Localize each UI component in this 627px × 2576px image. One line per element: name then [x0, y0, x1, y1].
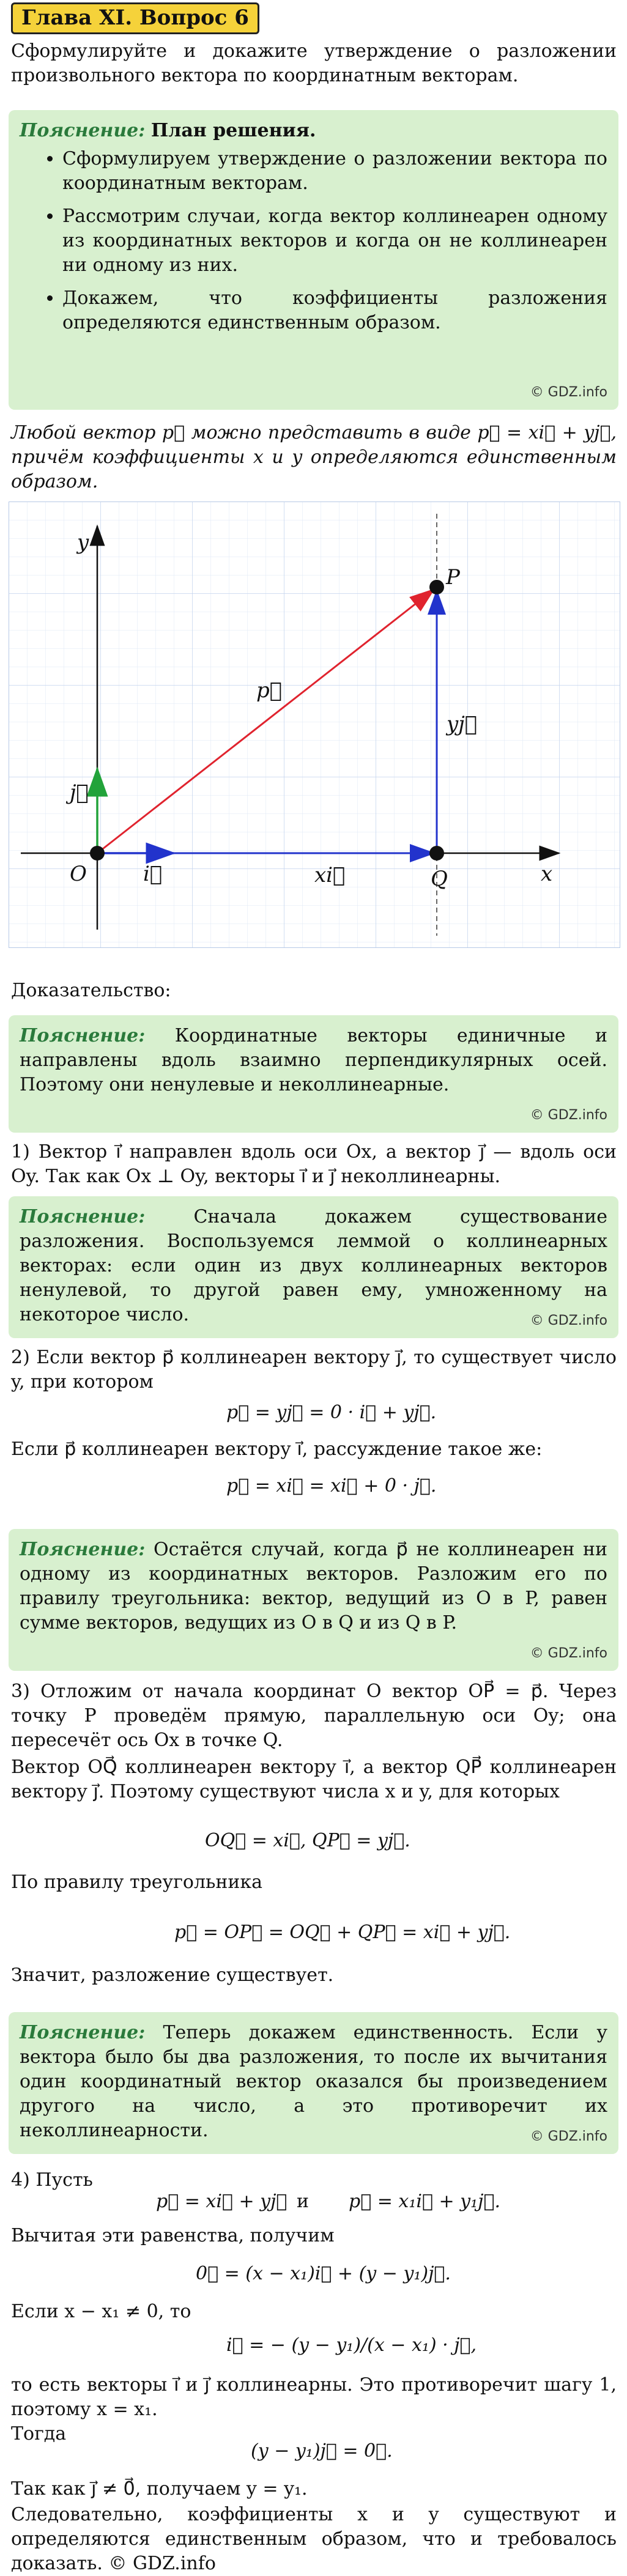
list-item: • Сформулируем утверждение о разложении вектора по координатным векторам. [62, 147, 607, 196]
label-vector-j: j⃗ [70, 780, 89, 805]
copyright: © GDZ.info [530, 385, 607, 400]
box-label: Пояснение: [20, 1206, 146, 1227]
list-item: • Докажем, что коэффициенты разложения определяются единственным образом. [62, 286, 607, 335]
formula-5a: p⃗ = xi⃗ + yj⃗ [156, 2191, 288, 2212]
label-p: P [446, 565, 460, 590]
plan-heading: План решения. [150, 120, 316, 141]
copyright: © GDZ.info [530, 1646, 607, 1661]
box-text: Сначала докажем существование разложения. Воспользуемся леммой о коллинеарных векторах: если один из двух коллинеарных векторов ненулевой, то другой равен ему, умноженному на некоторое число. [20, 1206, 607, 1325]
vector-diagram [9, 502, 620, 948]
box-text: Координатные векторы единичные и направлены вдоль взаимно перпендикулярных осей. Поэтому они ненулевые и неколлинеарные. [20, 1025, 607, 1095]
formula-3: OQ⃗ = xi⃗, QP⃗ = yj⃗. [205, 1830, 410, 1851]
formula-4: p⃗ = OP⃗ = OQ⃗ + QP⃗ = xi⃗ + yj⃗. [174, 1922, 511, 1943]
step-4d: то есть векторы i⃗ и j⃗ коллинеарны. Это противоречит шагу 1, поэтому x = x₁. [11, 2374, 617, 2420]
formula-8: (y − y₁)j⃗ = 0⃗. [251, 2440, 393, 2462]
formula-2: p⃗ = xi⃗ = xi⃗ + 0 · j⃗. [226, 1475, 437, 1497]
step-4a: 4) Пусть [11, 2169, 93, 2191]
conclusion: Следовательно, коэффициенты x и y существуют и определяются единственным образом, что и требовалось доказать. © GDZ.info [11, 2504, 617, 2574]
step-1: 1) Вектор i⃗ направлен вдоль оси Ox, а вектор j⃗ — вдоль оси Oy. Так как Ox ⊥ Oy, векторы i⃗ и j⃗ неколлинеарны. [11, 1141, 617, 1187]
task-text: Сформулируйте и докажите утверждение о разложении произвольного вектора по координатным векторам. [11, 40, 617, 86]
formula-6: 0⃗ = (x − x₁)i⃗ + (y − y₁)j⃗. [196, 2263, 451, 2284]
step-3b: Вектор OQ⃗ коллинеарен вектору i⃗, а вектор QP⃗ коллинеарен вектору j⃗. Поэтому существуют числа x и y, для которых [11, 1756, 617, 1802]
formula-5-and: и [297, 2191, 309, 2212]
explanation-box-4 [9, 1529, 618, 1671]
box-label: Пояснение: [20, 2022, 146, 2043]
step-2b: Если p⃗ коллинеарен вектору i⃗, рассуждение такое же: [11, 1438, 543, 1460]
label-x-axis: x [541, 862, 553, 886]
box-label: Пояснение: [20, 120, 146, 141]
step-3a: 3) Отложим от начала координат O вектор OP⃗ = p⃗. Через точку P проведём прямую, параллельную оси Oy; она пересечёт ось Ox в точке Q. [11, 1681, 617, 1751]
step-4c: Если x − x₁ ≠ 0, то [11, 2301, 191, 2322]
copyright: © GDZ.info [530, 1313, 607, 1328]
formula-7: i⃗ = − (y − y₁)/(x − x₁) · j⃗, [226, 2334, 477, 2356]
step-3d: Значит, разложение существует. [11, 1964, 334, 1986]
step-4b: Вычитая эти равенства, получим [11, 2225, 335, 2246]
box-text: Теперь докажем единственность. Если у вектора было бы два разложения, то после их вычитания один координатный вектор оказался бы произведением другого на число, а это противоречит их неколлинеарности. [20, 2022, 607, 2141]
label-vector-p: p⃗ [256, 678, 283, 703]
label-vector-i: i⃗ [143, 862, 163, 886]
explanation-box-5 [9, 2012, 618, 2154]
list-item: • Рассмотрим случаи, когда вектор коллинеарен одному из координатных векторов и когда он не коллинеарен ни одному из них. [62, 204, 607, 278]
point-p [429, 580, 444, 594]
plan-list [20, 147, 607, 335]
box-label: Пояснение: [20, 1025, 146, 1046]
step-2a: 2) Если вектор p⃗ коллинеарен вектору j⃗, то существует число y, при котором [11, 1347, 617, 1393]
label-y-axis: y [77, 530, 89, 555]
step-4f: Так как j⃗ ≠ 0⃗, получаем y = y₁. [11, 2478, 308, 2500]
explanation-box-plan [9, 110, 618, 410]
box-text: Остаётся случай, когда p⃗ не коллинеарен ни одному из координатных векторов. Разложим его по правилу треугольника: вектор, ведущий из O в P, равен сумме векторов, ведущих из O в Q и из Q в P. [20, 1539, 607, 1634]
theorem-statement: Любой вектор p⃗ можно представить в виде p⃗ = xi⃗ + yj⃗, причём коэффициенты x и y определяются единственным образом. [11, 422, 617, 492]
explanation-box-3 [9, 1196, 618, 1338]
point-q [429, 846, 444, 861]
label-q: Q [431, 867, 448, 891]
box-label: Пояснение: [20, 1539, 146, 1560]
label-origin: O [70, 862, 87, 886]
label-vector-yj: yj⃗ [447, 712, 478, 736]
page-title: Глава XI. Вопрос 6 [11, 2, 259, 34]
step-3c: По правилу треугольника [11, 1871, 262, 1893]
formula-5b: p⃗ = x₁i⃗ + y₁j⃗. [349, 2191, 500, 2212]
explanation-box-2 [9, 1015, 618, 1133]
formula-1: p⃗ = yj⃗ = 0 · i⃗ + yj⃗. [226, 1402, 437, 1423]
proof-label: Доказательство: [11, 980, 171, 1001]
copyright: © GDZ.info [530, 1108, 607, 1123]
point-o [90, 846, 105, 861]
copyright: © GDZ.info [530, 2129, 607, 2144]
step-4e: Тогда [11, 2423, 67, 2445]
box-heading [20, 119, 607, 143]
label-vector-xi: xi⃗ [314, 863, 346, 887]
